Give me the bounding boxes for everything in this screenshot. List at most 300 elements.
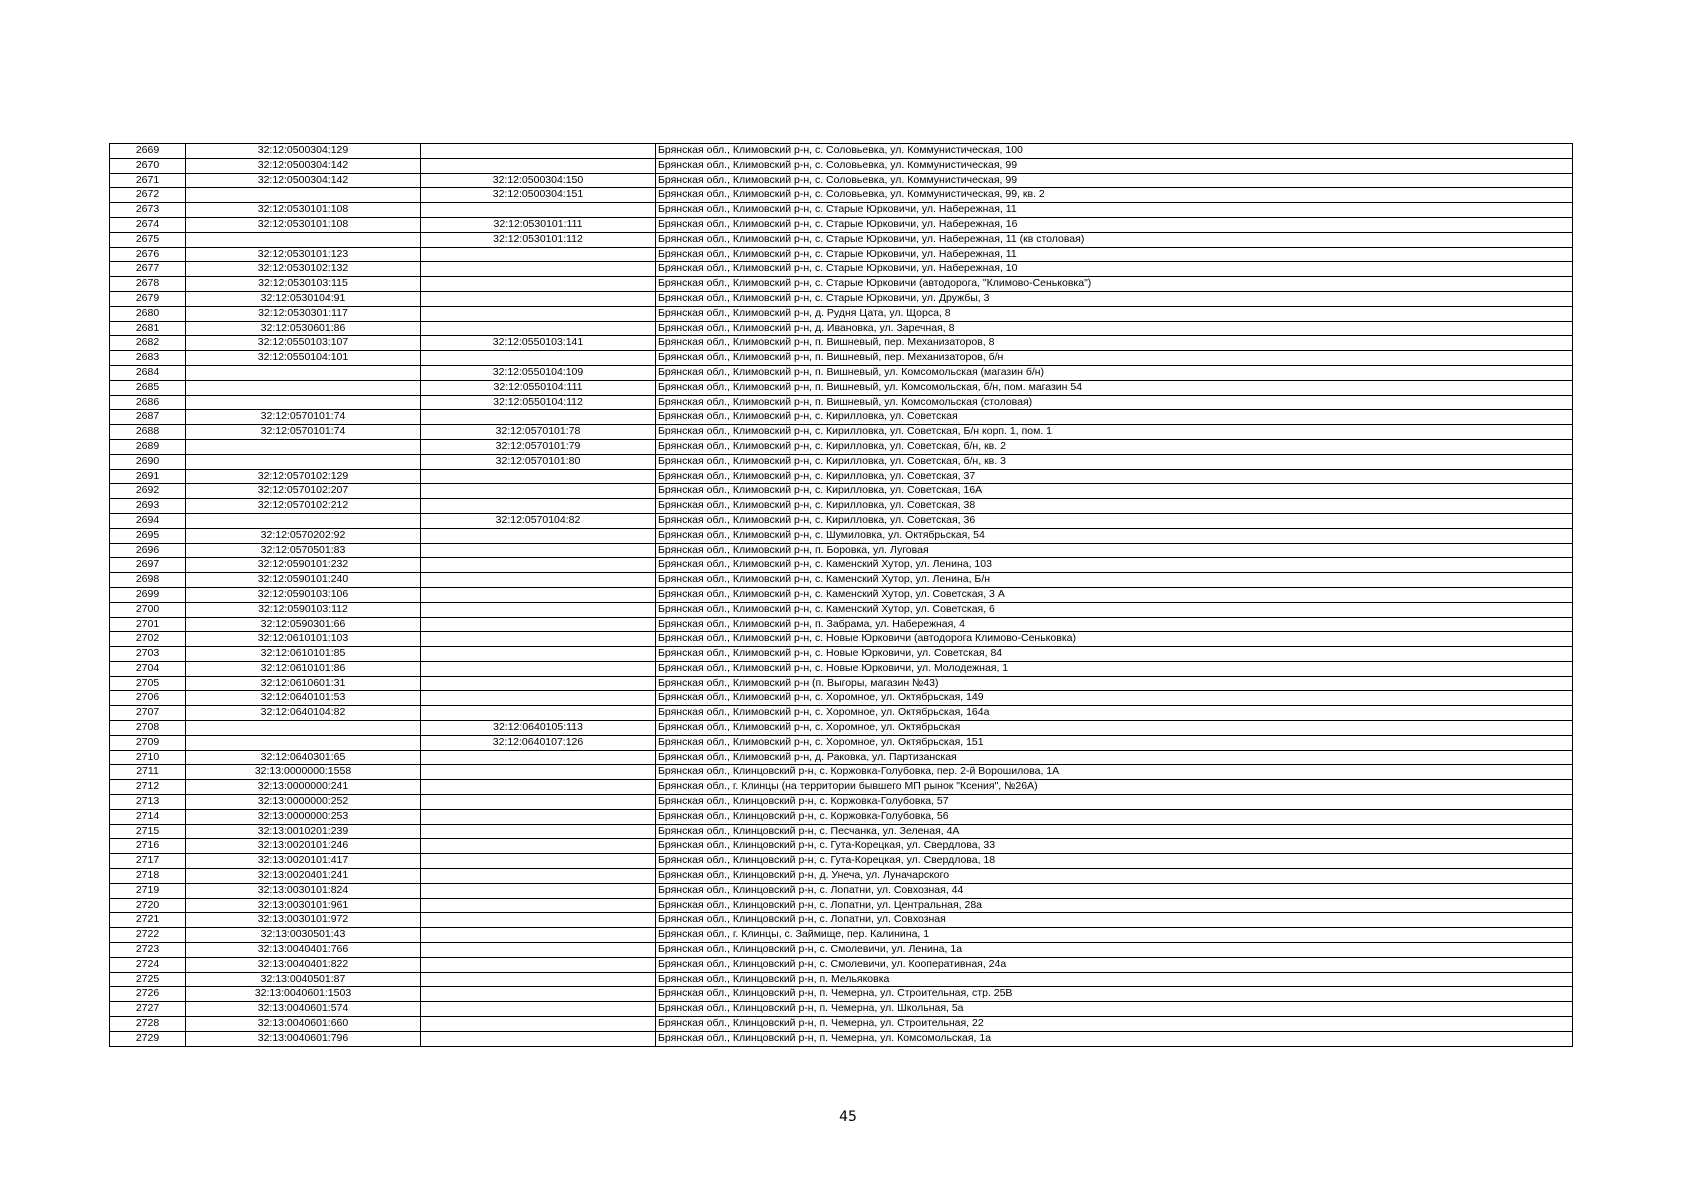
cadastral-number xyxy=(186,735,421,750)
row-number: 2686 xyxy=(110,395,186,410)
row-number: 2728 xyxy=(110,1017,186,1032)
table-row xyxy=(110,632,1573,647)
row-number: 2683 xyxy=(110,351,186,366)
address: Брянская обл., Климовский р-н, с. Новые Юрковичи, ул. Молодежная, 1 xyxy=(656,661,1573,676)
address: Брянская обл., Климовский р-н, с. Кирилловка, ул. Советская xyxy=(656,410,1573,425)
cadastral-number: 32:12:0500304:142 xyxy=(186,173,421,188)
row-number: 2729 xyxy=(110,1031,186,1046)
address: Брянская обл., Климовский р-н, п. Вишневый, ул. Комсомольская (магазин б/н) xyxy=(656,365,1573,380)
row-number: 2672 xyxy=(110,188,186,203)
cadastral-number: 32:13:0020401:241 xyxy=(186,869,421,884)
cadastral-number: 32:12:0610101:85 xyxy=(186,647,421,662)
table-row xyxy=(110,721,1573,736)
cadastral-number-secondary xyxy=(421,543,656,558)
row-number: 2696 xyxy=(110,543,186,558)
cadastral-number-secondary xyxy=(421,972,656,987)
cadastral-number: 32:12:0530301:117 xyxy=(186,306,421,321)
address: Брянская обл., Клинцовский р-н, с. Смолевичи, ул. Ленина, 1а xyxy=(656,943,1573,958)
table-row xyxy=(110,765,1573,780)
address: Брянская обл., Климовский р-н, с. Старые Юрковичи, ул. Дружбы, 3 xyxy=(656,291,1573,306)
address: Брянская обл., Климовский р-н, с. Новые Юрковичи (автодорога Климово-Сеньковка) xyxy=(656,632,1573,647)
address: Брянская обл., Климовский р-н, п. Вишневый, ул. Комсомольская, б/н, пом. магазин 54 xyxy=(656,380,1573,395)
table-row xyxy=(110,410,1573,425)
cadastral-number-secondary xyxy=(421,795,656,810)
table-row xyxy=(110,602,1573,617)
cadastral-number: 32:12:0590103:106 xyxy=(186,587,421,602)
cadastral-number: 32:12:0590101:240 xyxy=(186,573,421,588)
table-row xyxy=(110,247,1573,262)
table-row xyxy=(110,898,1573,913)
cadastral-number: 32:12:0530601:86 xyxy=(186,321,421,336)
row-number: 2674 xyxy=(110,217,186,232)
row-number: 2710 xyxy=(110,750,186,765)
cadastral-number-secondary xyxy=(421,351,656,366)
row-number: 2716 xyxy=(110,839,186,854)
row-number: 2714 xyxy=(110,809,186,824)
cadastral-number-secondary: 32:12:0550103:141 xyxy=(421,336,656,351)
table-row xyxy=(110,854,1573,869)
table-row xyxy=(110,883,1573,898)
address: Брянская обл., Клинцовский р-н, с. Смолевичи, ул. Кооперативная, 24а xyxy=(656,957,1573,972)
address: Брянская обл., Клинцовский р-н, с. Песчанка, ул. Зеленая, 4А xyxy=(656,824,1573,839)
cadastral-number: 32:12:0590301:66 xyxy=(186,617,421,632)
table-row xyxy=(110,439,1573,454)
row-number: 2700 xyxy=(110,602,186,617)
cadastral-number xyxy=(186,721,421,736)
cadastral-number-secondary xyxy=(421,1031,656,1046)
cadastral-number-secondary: 32:12:0550104:109 xyxy=(421,365,656,380)
cadastral-number-secondary xyxy=(421,928,656,943)
address: Брянская обл., Климовский р-н, п. Вишневый, пер. Механизаторов, 8 xyxy=(656,336,1573,351)
table-row xyxy=(110,987,1573,1002)
cadastral-number-secondary xyxy=(421,617,656,632)
cadastral-number-secondary xyxy=(421,691,656,706)
row-number: 2715 xyxy=(110,824,186,839)
cadastral-number-secondary: 32:12:0570101:78 xyxy=(421,425,656,440)
cadastral-number: 32:12:0640101:53 xyxy=(186,691,421,706)
row-number: 2695 xyxy=(110,528,186,543)
address: Брянская обл., Климовский р-н, с. Хоромное, ул. Октябрьская, 151 xyxy=(656,735,1573,750)
cadastral-number-secondary xyxy=(421,158,656,173)
cadastral-number: 32:13:0040401:766 xyxy=(186,943,421,958)
table-row xyxy=(110,395,1573,410)
row-number: 2690 xyxy=(110,454,186,469)
cadastral-number-secondary xyxy=(421,321,656,336)
cadastral-number: 32:12:0530103:115 xyxy=(186,277,421,292)
cadastral-number-secondary xyxy=(421,262,656,277)
row-number: 2706 xyxy=(110,691,186,706)
address: Брянская обл., Климовский р-н, с. Соловьевка, ул. Коммунистическая, 100 xyxy=(656,144,1573,159)
table-row xyxy=(110,809,1573,824)
cadastral-number: 32:12:0500304:129 xyxy=(186,144,421,159)
table-row xyxy=(110,1017,1573,1032)
table-row xyxy=(110,661,1573,676)
table-row xyxy=(110,262,1573,277)
cadastral-number-secondary xyxy=(421,943,656,958)
row-number: 2689 xyxy=(110,439,186,454)
cadastral-number-secondary xyxy=(421,647,656,662)
address: Брянская обл., Клинцовский р-н, с. Коржовка-Голубовка, 57 xyxy=(656,795,1573,810)
address: Брянская обл., Климовский р-н, с. Каменский Хутор, ул. Советская, 6 xyxy=(656,602,1573,617)
table-row xyxy=(110,957,1573,972)
cadastral-number: 32:12:0570101:74 xyxy=(186,425,421,440)
address: Брянская обл., Климовский р-н, с. Соловьевка, ул. Коммунистическая, 99 xyxy=(656,173,1573,188)
cadastral-number xyxy=(186,232,421,247)
cadastral-number: 32:13:0010201:239 xyxy=(186,824,421,839)
table-row xyxy=(110,336,1573,351)
cadastral-number-secondary xyxy=(421,277,656,292)
cadastral-number: 32:12:0530101:123 xyxy=(186,247,421,262)
cadastral-number-secondary xyxy=(421,499,656,514)
row-number: 2679 xyxy=(110,291,186,306)
row-number: 2727 xyxy=(110,1002,186,1017)
table-row xyxy=(110,203,1573,218)
cadastral-number xyxy=(186,365,421,380)
table-row xyxy=(110,513,1573,528)
table-row xyxy=(110,158,1573,173)
cadastral-number-secondary xyxy=(421,765,656,780)
cadastral-number-secondary xyxy=(421,484,656,499)
cadastral-number: 32:12:0590101:232 xyxy=(186,558,421,573)
address: Брянская обл., Клинцовский р-н, п. Мельяковка xyxy=(656,972,1573,987)
address: Брянская обл., Климовский р-н, с. Кирилловка, ул. Советская, 36 xyxy=(656,513,1573,528)
row-number: 2718 xyxy=(110,869,186,884)
cadastral-number: 32:12:0570202:92 xyxy=(186,528,421,543)
cadastral-number-secondary xyxy=(421,306,656,321)
cadastral-number-secondary xyxy=(421,987,656,1002)
cadastral-number-secondary xyxy=(421,469,656,484)
cadastral-number-secondary xyxy=(421,247,656,262)
address: Брянская обл., Климовский р-н, с. Кирилловка, ул. Советская, 38 xyxy=(656,499,1573,514)
cadastral-number-secondary xyxy=(421,632,656,647)
address: Брянская обл., Климовский р-н, с. Старые Юрковичи, ул. Набережная, 11 xyxy=(656,247,1573,262)
cadastral-number-secondary: 32:12:0640107:126 xyxy=(421,735,656,750)
cadastral-number: 32:13:0040501:87 xyxy=(186,972,421,987)
page-number: 45 xyxy=(839,1109,857,1125)
cadastral-number-secondary: 32:12:0640105:113 xyxy=(421,721,656,736)
table-row xyxy=(110,365,1573,380)
table-row xyxy=(110,425,1573,440)
cadastral-number-secondary xyxy=(421,144,656,159)
cadastral-number-secondary xyxy=(421,410,656,425)
address: Брянская обл., Климовский р-н, с. Кирилловка, ул. Советская, 16А xyxy=(656,484,1573,499)
address: Брянская обл., Климовский р-н, с. Кирилловка, ул. Советская, б/н, кв. 3 xyxy=(656,454,1573,469)
address: Брянская обл., Климовский р-н, д. Ивановка, ул. Заречная, 8 xyxy=(656,321,1573,336)
table-row xyxy=(110,706,1573,721)
row-number: 2717 xyxy=(110,854,186,869)
row-number: 2704 xyxy=(110,661,186,676)
table-row xyxy=(110,543,1573,558)
row-number: 2726 xyxy=(110,987,186,1002)
cadastral-number: 32:12:0550104:101 xyxy=(186,351,421,366)
address: Брянская обл., Климовский р-н, с. Хоромное, ул. Октябрьская, 164а xyxy=(656,706,1573,721)
row-number: 2670 xyxy=(110,158,186,173)
row-number: 2701 xyxy=(110,617,186,632)
cadastral-number: 32:13:0040601:660 xyxy=(186,1017,421,1032)
row-number: 2720 xyxy=(110,898,186,913)
cadastral-number: 32:12:0610101:86 xyxy=(186,661,421,676)
address: Брянская обл., г. Клинцы (на территории бывшего МП рынок "Ксения", №26А) xyxy=(656,780,1573,795)
cadastral-number-secondary xyxy=(421,854,656,869)
cadastral-number: 32:13:0000000:253 xyxy=(186,809,421,824)
cadastral-number xyxy=(186,454,421,469)
cadastral-number-secondary xyxy=(421,573,656,588)
address: Брянская обл., Клинцовский р-н, п. Чемерна, ул. Строительная, 22 xyxy=(656,1017,1573,1032)
row-number: 2719 xyxy=(110,883,186,898)
row-number: 2724 xyxy=(110,957,186,972)
address: Брянская обл., Климовский р-н (п. Выгоры, магазин №43) xyxy=(656,676,1573,691)
row-number: 2671 xyxy=(110,173,186,188)
cadastral-number xyxy=(186,395,421,410)
address: Брянская обл., Климовский р-н, с. Каменский Хутор, ул. Ленина, Б/н xyxy=(656,573,1573,588)
cadastral-number: 32:13:0030501:43 xyxy=(186,928,421,943)
registry-table xyxy=(109,143,1573,1047)
cadastral-number-secondary: 32:12:0530101:112 xyxy=(421,232,656,247)
cadastral-number-secondary xyxy=(421,528,656,543)
row-number: 2723 xyxy=(110,943,186,958)
cadastral-number-secondary xyxy=(421,1017,656,1032)
cadastral-number: 32:12:0590103:112 xyxy=(186,602,421,617)
cadastral-number xyxy=(186,439,421,454)
address: Брянская обл., Клинцовский р-н, с. Лопатни, ул. Центральная, 28а xyxy=(656,898,1573,913)
cadastral-number: 32:12:0570102:129 xyxy=(186,469,421,484)
table-row xyxy=(110,735,1573,750)
row-number: 2676 xyxy=(110,247,186,262)
row-number: 2688 xyxy=(110,425,186,440)
cadastral-number: 32:13:0040601:796 xyxy=(186,1031,421,1046)
row-number: 2678 xyxy=(110,277,186,292)
cadastral-number-secondary xyxy=(421,883,656,898)
address: Брянская обл., Климовский р-н, с. Соловьевка, ул. Коммунистическая, 99, кв. 2 xyxy=(656,188,1573,203)
cadastral-number xyxy=(186,188,421,203)
table-row xyxy=(110,291,1573,306)
cadastral-number-secondary xyxy=(421,661,656,676)
cadastral-number: 32:12:0570102:212 xyxy=(186,499,421,514)
cadastral-number-secondary xyxy=(421,809,656,824)
address: Брянская обл., Клинцовский р-н, п. Чемерна, ул. Строительная, стр. 25В xyxy=(656,987,1573,1002)
cadastral-number-secondary xyxy=(421,558,656,573)
table-row xyxy=(110,913,1573,928)
row-number: 2675 xyxy=(110,232,186,247)
address: Брянская обл., Клинцовский р-н, с. Гута-Корецкая, ул. Свердлова, 33 xyxy=(656,839,1573,854)
address: Брянская обл., Климовский р-н, п. Вишневый, ул. Комсомольская (столовая) xyxy=(656,395,1573,410)
address: Брянская обл., Климовский р-н, с. Старые Юрковичи, ул. Набережная, 11 xyxy=(656,203,1573,218)
table-row xyxy=(110,573,1573,588)
row-number: 2697 xyxy=(110,558,186,573)
table-row xyxy=(110,484,1573,499)
table-row xyxy=(110,380,1573,395)
address: Брянская обл., Климовский р-н, д. Рудня Цата, ул. Щорса, 8 xyxy=(656,306,1573,321)
address: Брянская обл., Клинцовский р-н, п. Чемерна, ул. Школьная, 5а xyxy=(656,1002,1573,1017)
cadastral-number-secondary xyxy=(421,676,656,691)
row-number: 2673 xyxy=(110,203,186,218)
cadastral-number-secondary xyxy=(421,203,656,218)
table-row xyxy=(110,869,1573,884)
cadastral-number xyxy=(186,513,421,528)
address: Брянская обл., Климовский р-н, с. Шумиловка, ул. Октябрьская, 54 xyxy=(656,528,1573,543)
row-number: 2693 xyxy=(110,499,186,514)
cadastral-number-secondary xyxy=(421,839,656,854)
row-number: 2703 xyxy=(110,647,186,662)
cadastral-number-secondary xyxy=(421,750,656,765)
table-row xyxy=(110,469,1573,484)
row-number: 2684 xyxy=(110,365,186,380)
cadastral-number: 32:13:0030101:961 xyxy=(186,898,421,913)
row-number: 2705 xyxy=(110,676,186,691)
address: Брянская обл., Климовский р-н, с. Хоромное, ул. Октябрьская, 149 xyxy=(656,691,1573,706)
row-number: 2685 xyxy=(110,380,186,395)
cadastral-number xyxy=(186,380,421,395)
cadastral-number-secondary: 32:12:0550104:112 xyxy=(421,395,656,410)
cadastral-number: 32:12:0550103:107 xyxy=(186,336,421,351)
row-number: 2708 xyxy=(110,721,186,736)
cadastral-number-secondary: 32:12:0500304:151 xyxy=(421,188,656,203)
address: Брянская обл., Клинцовский р-н, д. Унеча, ул. Луначарского xyxy=(656,869,1573,884)
cadastral-number: 32:12:0570501:83 xyxy=(186,543,421,558)
cadastral-number-secondary: 32:12:0570101:79 xyxy=(421,439,656,454)
cadastral-number-secondary xyxy=(421,869,656,884)
row-number: 2712 xyxy=(110,780,186,795)
cadastral-number: 32:13:0000000:241 xyxy=(186,780,421,795)
address: Брянская обл., Климовский р-н, д. Раковка, ул. Партизанская xyxy=(656,750,1573,765)
address: Брянская обл., Климовский р-н, с. Соловьевка, ул. Коммунистическая, 99 xyxy=(656,158,1573,173)
table-row xyxy=(110,676,1573,691)
table-row xyxy=(110,1002,1573,1017)
cadastral-number: 32:12:0640104:82 xyxy=(186,706,421,721)
address: Брянская обл., Климовский р-н, п. Боровка, ул. Луговая xyxy=(656,543,1573,558)
address: Брянская обл., Климовский р-н, с. Каменский Хутор, ул. Ленина, 103 xyxy=(656,558,1573,573)
cadastral-number: 32:13:0040601:574 xyxy=(186,1002,421,1017)
table-row xyxy=(110,277,1573,292)
address: Брянская обл., Климовский р-н, с. Кирилловка, ул. Советская, б/н, кв. 2 xyxy=(656,439,1573,454)
cadastral-number-secondary: 32:12:0550104:111 xyxy=(421,380,656,395)
address: Брянская обл., Климовский р-н, п. Вишневый, пер. Механизаторов, б/н xyxy=(656,351,1573,366)
row-number: 2699 xyxy=(110,587,186,602)
cadastral-number-secondary: 32:12:0570104:82 xyxy=(421,513,656,528)
cadastral-number-secondary xyxy=(421,602,656,617)
row-number: 2725 xyxy=(110,972,186,987)
cadastral-number-secondary: 32:12:0570101:80 xyxy=(421,454,656,469)
table-row xyxy=(110,750,1573,765)
address: Брянская обл., Клинцовский р-н, с. Коржовка-Голубовка, пер. 2-й Ворошилова, 1А xyxy=(656,765,1573,780)
row-number: 2677 xyxy=(110,262,186,277)
row-number: 2687 xyxy=(110,410,186,425)
row-number: 2669 xyxy=(110,144,186,159)
cadastral-number: 32:12:0530104:91 xyxy=(186,291,421,306)
cadastral-number: 32:12:0500304:142 xyxy=(186,158,421,173)
table-row xyxy=(110,824,1573,839)
table-row xyxy=(110,217,1573,232)
table-row xyxy=(110,188,1573,203)
address: Брянская обл., Климовский р-н, с. Старые Юрковичи, ул. Набережная, 16 xyxy=(656,217,1573,232)
table-row xyxy=(110,972,1573,987)
cadastral-number-secondary xyxy=(421,780,656,795)
cadastral-number-secondary xyxy=(421,824,656,839)
row-number: 2707 xyxy=(110,706,186,721)
cadastral-number: 32:13:0020101:417 xyxy=(186,854,421,869)
table-row xyxy=(110,587,1573,602)
table-row xyxy=(110,780,1573,795)
cadastral-number: 32:12:0530101:108 xyxy=(186,203,421,218)
table-row xyxy=(110,321,1573,336)
address: Брянская обл., Клинцовский р-н, с. Лопатни, ул. Совхозная xyxy=(656,913,1573,928)
address: Брянская обл., Клинцовский р-н, с. Коржовка-Голубовка, 56 xyxy=(656,809,1573,824)
cadastral-number: 32:13:0000000:1558 xyxy=(186,765,421,780)
row-number: 2692 xyxy=(110,484,186,499)
table-row xyxy=(110,454,1573,469)
address: Брянская обл., Климовский р-н, с. Старые Юрковичи, ул. Набережная, 10 xyxy=(656,262,1573,277)
address: Брянская обл., Климовский р-н, с. Каменский Хутор, ул. Советская, 3 А xyxy=(656,587,1573,602)
table-row xyxy=(110,795,1573,810)
address: Брянская обл., г. Клинцы, с. Займище, пер. Калинина, 1 xyxy=(656,928,1573,943)
cadastral-number-secondary: 32:12:0530101:111 xyxy=(421,217,656,232)
address: Брянская обл., Климовский р-н, с. Кирилловка, ул. Советская, Б/н корп. 1, пом. 1 xyxy=(656,425,1573,440)
address: Брянская обл., Климовский р-н, с. Старые Юрковичи, ул. Набережная, 11 (кв столовая) xyxy=(656,232,1573,247)
table-row xyxy=(110,647,1573,662)
row-number: 2691 xyxy=(110,469,186,484)
table-row xyxy=(110,839,1573,854)
cadastral-number: 32:12:0530102:132 xyxy=(186,262,421,277)
table-row xyxy=(110,144,1573,159)
table-row xyxy=(110,617,1573,632)
address: Брянская обл., Климовский р-н, с. Старые Юрковичи (автодорога, "Климово-Сеньковка") xyxy=(656,277,1573,292)
table-row xyxy=(110,528,1573,543)
table-row xyxy=(110,1031,1573,1046)
table-row xyxy=(110,306,1573,321)
cadastral-number: 32:12:0530101:108 xyxy=(186,217,421,232)
address: Брянская обл., Клинцовский р-н, с. Гута-Корецкая, ул. Свердлова, 18 xyxy=(656,854,1573,869)
cadastral-number-secondary xyxy=(421,587,656,602)
table-row xyxy=(110,232,1573,247)
row-number: 2694 xyxy=(110,513,186,528)
address: Брянская обл., Клинцовский р-н, п. Чемерна, ул. Комсомольская, 1а xyxy=(656,1031,1573,1046)
row-number: 2709 xyxy=(110,735,186,750)
cadastral-number: 32:13:0020101:246 xyxy=(186,839,421,854)
row-number: 2702 xyxy=(110,632,186,647)
table-row xyxy=(110,173,1573,188)
row-number: 2711 xyxy=(110,765,186,780)
address: Брянская обл., Клинцовский р-н, с. Лопатни, ул. Совхозная, 44 xyxy=(656,883,1573,898)
cadastral-number-secondary xyxy=(421,898,656,913)
row-number: 2722 xyxy=(110,928,186,943)
address: Брянская обл., Климовский р-н, с. Новые Юрковичи, ул. Советская, 84 xyxy=(656,647,1573,662)
cadastral-number-secondary xyxy=(421,913,656,928)
cadastral-number-secondary xyxy=(421,706,656,721)
address: Брянская обл., Климовский р-н, п. Забрама, ул. Набережная, 4 xyxy=(656,617,1573,632)
cadastral-number: 32:13:0040401:822 xyxy=(186,957,421,972)
row-number: 2680 xyxy=(110,306,186,321)
row-number: 2681 xyxy=(110,321,186,336)
table-row xyxy=(110,351,1573,366)
cadastral-number-secondary xyxy=(421,291,656,306)
cadastral-number: 32:13:0040601:1503 xyxy=(186,987,421,1002)
cadastral-number-secondary: 32:12:0500304:150 xyxy=(421,173,656,188)
table-row xyxy=(110,943,1573,958)
cadastral-number: 32:12:0610601:31 xyxy=(186,676,421,691)
address: Брянская обл., Климовский р-н, с. Хоромное, ул. Октябрьская xyxy=(656,721,1573,736)
table-row xyxy=(110,928,1573,943)
registry-body xyxy=(110,144,1573,1047)
address: Брянская обл., Климовский р-н, с. Кирилловка, ул. Советская, 37 xyxy=(656,469,1573,484)
cadastral-number: 32:13:0030101:972 xyxy=(186,913,421,928)
cadastral-number-secondary xyxy=(421,1002,656,1017)
table-row xyxy=(110,691,1573,706)
cadastral-number: 32:12:0610101:103 xyxy=(186,632,421,647)
row-number: 2713 xyxy=(110,795,186,810)
row-number: 2682 xyxy=(110,336,186,351)
row-number: 2698 xyxy=(110,573,186,588)
cadastral-number: 32:12:0640301:65 xyxy=(186,750,421,765)
